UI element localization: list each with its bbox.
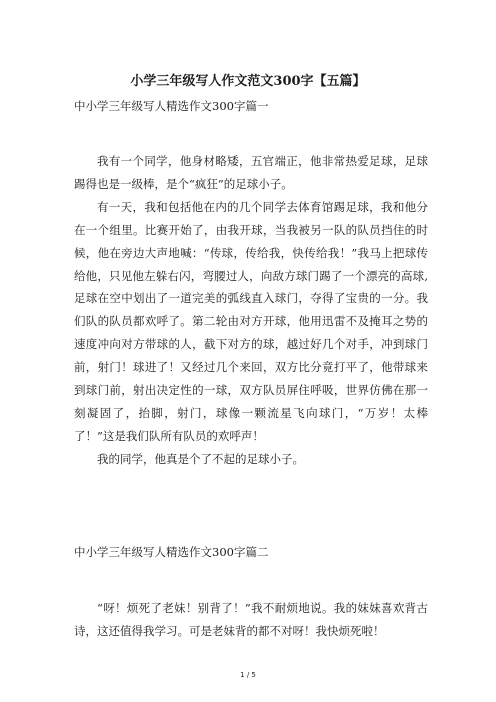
paragraph: 我的同学，他真是个了不起的足球小子。	[97, 451, 304, 466]
paragraph: 有一天，我和包括他在内的几个同学去体育馆踢足球，我和他分在一个组里。比赛开始了，由我开球，当我被另一队的队员挡住的时候，他在旁边大声地喊：“传球，传给我，快传给我！”我马上把球传给他，只见他左躲右闪，弯腰过人，向敌方球门踢了一个漂亮的高球,足球在空中划出了一道完美的弧线直入球门，夺得了宝贵的一分。我们队的队员都欢呼了。第二轮由对方开球，他用迅雷不及掩耳之势的速度冲向对方带球的人，截下对方的球，越过好几个对手，冲到球门前，射门！球进了！又经过几个来回，双方比分竟打平了，他带球来到球门前，射出决定性的一球，双方队员屏住呼吸，世界仿佛在那一刻凝固了，抬脚，射门，球像一颗流星飞向球门，“万岁！太棒了！”这是我们队所有队员的欢呼声！	[74, 199, 428, 443]
section-body-1	[74, 150, 428, 471]
section-heading-2: 中小学三年级写人精选作文300字篇二	[74, 545, 269, 559]
document-title: 小学三年级写人作文范文300字【五篇】	[130, 74, 366, 89]
page-number: 1 / 5	[240, 671, 256, 679]
paragraph: “呀！烦死了老妹！别背了！”我不耐烦地说。我的妹妹喜欢背古诗，这还值得我学习。可是老妹背的都不对呀！我快烦死啦！	[74, 601, 428, 638]
section-heading-1: 中小学三年级写人精选作文300字篇一	[74, 99, 269, 113]
paragraph: 我有一个同学，他身材略矮，五官端正，他非常热爱足球，足球踢得也是一级棒，是个“疯狂”的足球小子。	[74, 154, 428, 191]
section-body-2	[74, 597, 428, 643]
